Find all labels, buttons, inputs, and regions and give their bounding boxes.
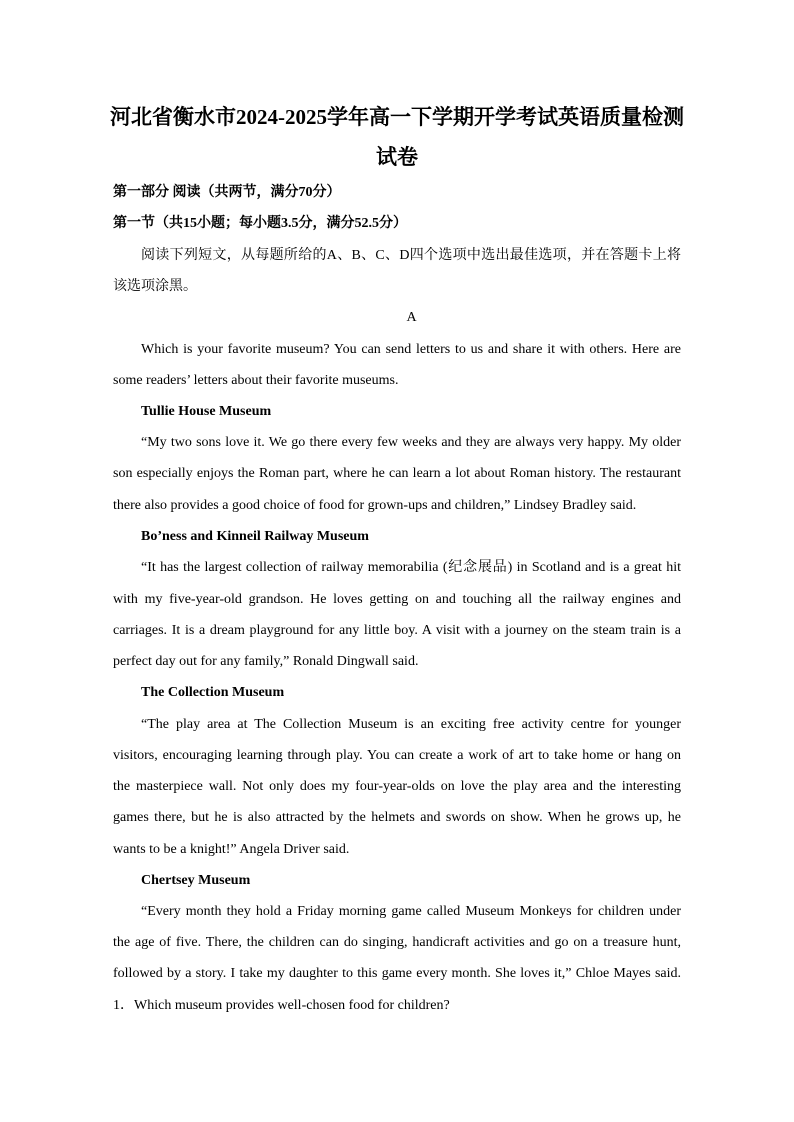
part-heading: 第一部分 阅读（共两节，满分70分） bbox=[113, 185, 341, 200]
paragraph-line: the age of five. There, the children can do singing, handicraft activities and go on a treasure hunt, bbox=[113, 935, 681, 950]
document-title-line-1: 河北省衡水市2024-2025学年高一下学期开学考试英语质量检测 bbox=[110, 105, 684, 129]
paragraph-line: perfect day out for any family,” Ronald Dingwall said. bbox=[113, 654, 419, 669]
instruction-line-1: 阅读下列短文，从每题所给的A、B、C、D四个选项中选出最佳选项，并在答题卡上将 bbox=[141, 248, 681, 263]
paragraph-line: son especially enjoys the Roman part, where he can learn a lot about Roman history. The restaurant bbox=[113, 466, 681, 481]
museum-heading-the-collection: The Collection Museum bbox=[141, 685, 285, 700]
paragraph-line: the masterpiece wall. Not only does my four-year-olds on love the play area and the interesting bbox=[113, 779, 681, 794]
paragraph-line: there also provides a good choice of food for grown-ups and children,” Lindsey Bradley said. bbox=[113, 498, 637, 513]
intro-line-2: some readers’ letters about their favorite museums. bbox=[113, 373, 399, 388]
section-heading: 第一节（共15小题；每小题3.5分，满分52.5分） bbox=[113, 216, 407, 231]
paragraph-line: visitors, encouraging learning through play. You can create a work of art to take home or hang on bbox=[113, 748, 681, 763]
museum-heading-boness-kinneil: Bo’ness and Kinneil Railway Museum bbox=[141, 529, 369, 544]
paragraph-line: with my five-year-old grandson. He loves getting on and touching all the railway engines and bbox=[113, 592, 681, 607]
paragraph-line: carriages. It is a dream playground for any little boy. A visit with a journey on the steam train is a bbox=[113, 623, 681, 638]
intro-line-1: Which is your favorite museum? You can send letters to us and share it with others. Here are bbox=[141, 342, 681, 357]
passage-label: A bbox=[406, 310, 417, 325]
instruction-line-2: 该选项涂黑。 bbox=[113, 279, 197, 294]
paragraph-line: “The play area at The Collection Museum is an exciting free activity centre for younger bbox=[141, 717, 681, 732]
paragraph-line: “Every month they hold a Friday morning game called Museum Monkeys for children under bbox=[141, 904, 681, 919]
document-title-line-2: 试卷 bbox=[376, 145, 418, 169]
museum-heading-tullie-house: Tullie House Museum bbox=[141, 404, 272, 419]
paragraph-line: “It has the largest collection of railway memorabilia (纪念展品) in Scotland and is a great hit bbox=[141, 560, 681, 575]
museum-heading-chertsey: Chertsey Museum bbox=[141, 873, 251, 888]
question-1: 1．Which museum provides well-chosen food for children? bbox=[113, 998, 450, 1013]
paragraph-line: wants to be a knight!” Angela Driver said. bbox=[113, 842, 350, 857]
paragraph-line: games there, but he is also attracted by the helmets and swords on show. When he grows up, he bbox=[113, 810, 681, 825]
paragraph-line: “My two sons love it. We go there every few weeks and they are always very happy. My older bbox=[141, 435, 681, 450]
paragraph-line: followed by a story. I take my daughter to this game every month. She loves it,” Chloe Mayes said. bbox=[113, 966, 681, 981]
